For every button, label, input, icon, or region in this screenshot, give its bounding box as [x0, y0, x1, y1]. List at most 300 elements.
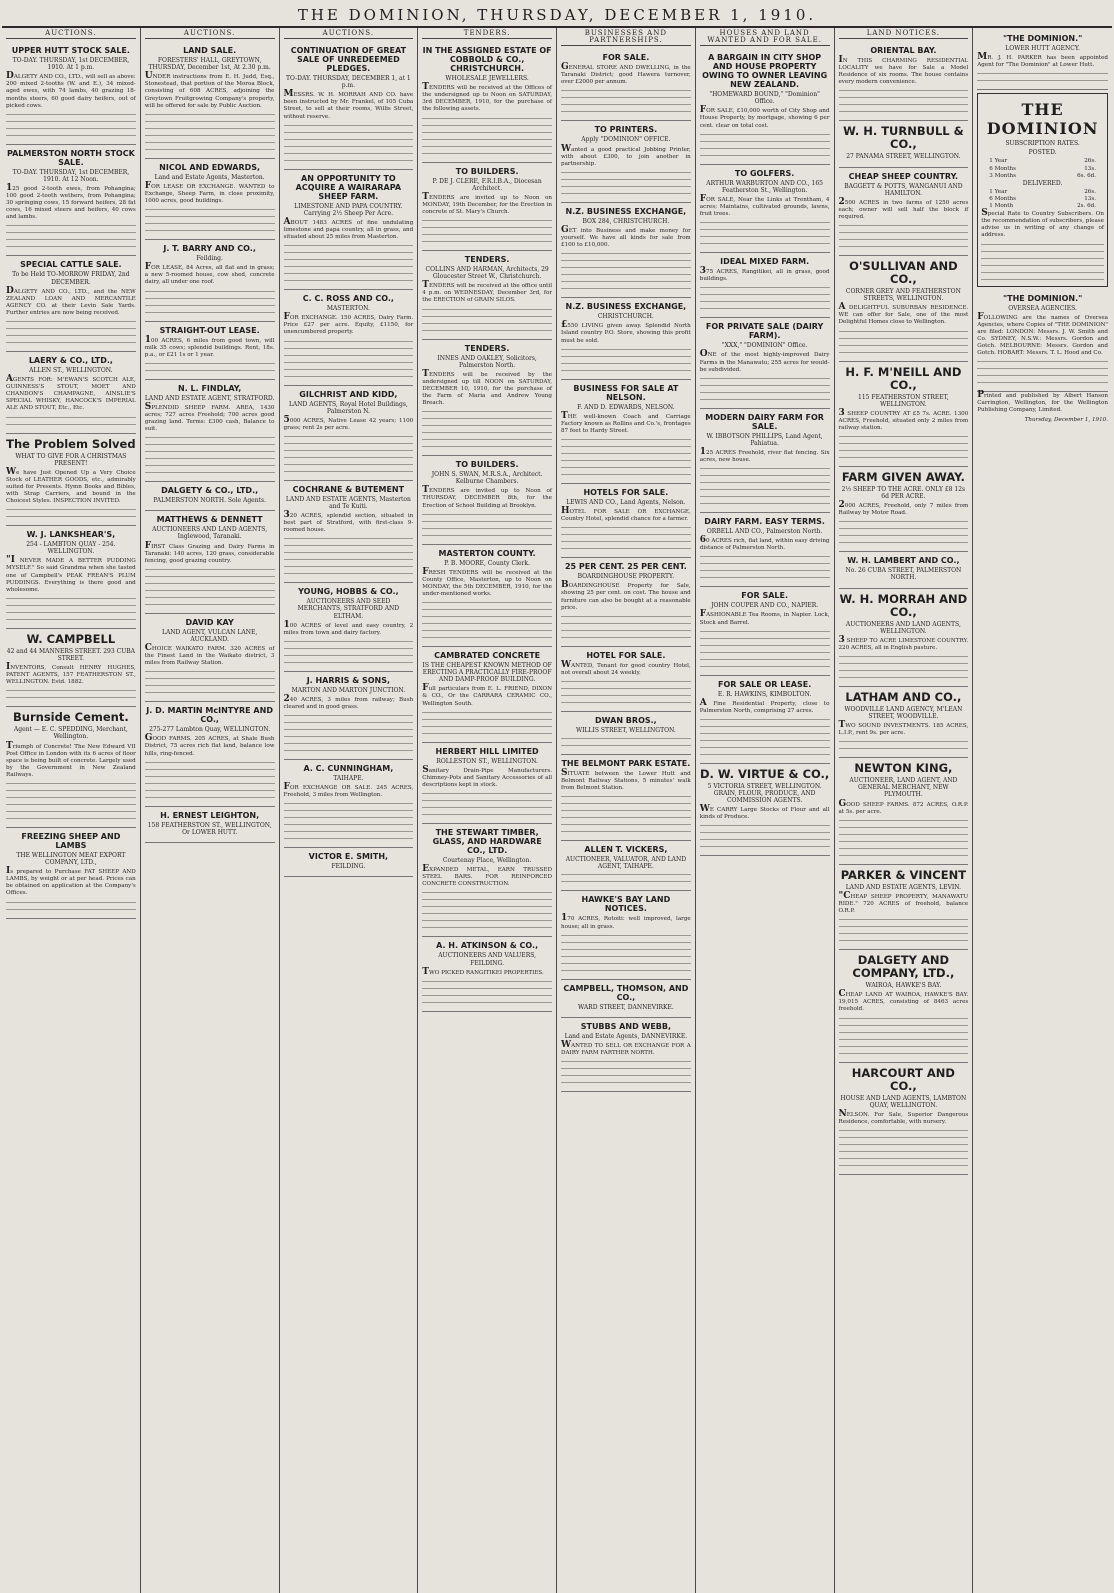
ad-subtitle: ROLLESTON ST., WELLINGTON. — [436, 757, 538, 765]
ad-body-text: HOTEL FOR SALE OR EXCHANGE, Country Hotel, splendid chance for a farmer. — [561, 506, 691, 523]
ad-title: HAWKE'S BAY LAND NOTICES. — [581, 895, 671, 914]
advertisement — [700, 165, 830, 253]
ad-body-text: "I NEVER MADE A BETTER PUDDING MYSELF." So said Grandma when she tasted one of Campbell's PEAK FREAN'S PLUM PUDDINGS. Everything is there good and wholesome. — [6, 555, 136, 593]
rate-value: 26s. — [1084, 188, 1096, 195]
ad-title: THE BELMONT PARK ESTATE. — [561, 759, 691, 768]
ad-title: PARKER & VINCENT — [840, 867, 967, 882]
ad-subtitle: AUCTIONEER, VALUATOR, AND LAND AGENT, TAIHAPE. — [565, 856, 687, 871]
subscription-subtitle: SUBSCRIPTION RATES. — [1005, 140, 1080, 148]
ad-fine-print — [422, 512, 552, 540]
ad-fine-print — [839, 917, 969, 945]
ad-body-text: 5000 ACRES, Native Lease 42 years; 1100 grass; rent 2s per acre. — [283, 414, 414, 431]
advertisement — [561, 712, 691, 755]
ad-title: MASTERTON COUNTY. — [438, 548, 536, 558]
ad-title: CHEAP SHEEP COUNTRY. — [848, 171, 959, 181]
advertisement — [422, 743, 552, 824]
ad-title: SPECIAL CATTLE SALE. — [20, 260, 122, 270]
ad-title: CONTINUATION OF GREAT SALE OF UNREDEEMED PLEDGES. — [290, 46, 407, 74]
posted-label: POSTED. — [1028, 149, 1057, 157]
ad-fine-print — [561, 736, 691, 750]
rate-label: 1 Month — [989, 203, 1014, 210]
ad-fine-print — [561, 1059, 691, 1087]
advertisement — [839, 168, 969, 256]
advertisement — [6, 42, 136, 145]
imprint: Printed and published by Albert Hanson Carrington, Wellington, for the Wellington Publishing Company, Limited. — [977, 390, 1108, 414]
ad-subtitle: W. IBBOTSON PHILLIPS, Land Agent, Pahiatua. — [706, 432, 823, 447]
advertisement — [700, 764, 830, 856]
subscription-fine-print — [981, 242, 1104, 284]
imprint-date: Thursday, December 1, 1910. — [1024, 417, 1108, 424]
ad-subtitle: WOODVILLE LAND AGENCY, M'LEAN STREET, WOODVILLE. — [844, 705, 963, 720]
ad-fine-print — [422, 307, 552, 335]
rate-row — [981, 158, 1104, 165]
advertisement — [145, 511, 275, 613]
ad-title: N.Z. BUSINESS EXCHANGE, — [565, 206, 687, 216]
ad-fine-print — [284, 339, 414, 381]
ad-title: GILCHRIST AND KIDD, — [299, 389, 398, 399]
ad-fine-print — [145, 567, 275, 609]
advertisement — [839, 758, 969, 864]
ad-subtitle: WAIROA, HAWKE'S BAY. — [865, 982, 942, 990]
ad-title: A. C. CUNNINGHAM, — [303, 764, 394, 774]
advertisement — [700, 49, 830, 164]
ad-body-text: NELSON. For Sale, Superior Dangerous Residence, comfortable, with nursery. — [838, 1108, 969, 1125]
column-1 — [2, 28, 141, 1593]
ad-fine-print — [6, 900, 136, 914]
ad-subtitle: IS THE CHEAPEST KNOWN METHOD OF ERECTING A PRACTICALLY FIRE-PROOF AND DAMP-PROOF BUILDING. — [422, 662, 552, 684]
advertisement — [422, 340, 552, 457]
ad-title: Burnside Cement. — [13, 710, 129, 725]
ad-fine-print — [422, 409, 552, 451]
ad-body-text: WANTED, Tenant for good country Hotel, not overall about 24 weekly. — [561, 659, 691, 676]
ad-subtitle: CORNER GREY AND FEATHERSTON STREETS, WELLINGTON. — [845, 288, 961, 303]
ad-body-text: Triumph of Concrete! The New Edward VII Post Office in London with its 6 acres of floor space is being built of concrete. Largely used by the Government in New Zealand Railways. — [6, 740, 136, 778]
advertisement — [145, 380, 275, 482]
ad-body-text: FOR SALE, £10,000 worth of City Shop and House Property, by mortgage, showing 6 per cent. clear on total cost. — [699, 105, 830, 129]
ad-subtitle: F. AND D. EDWARDS, NELSON. — [577, 403, 675, 411]
advertisement — [561, 121, 691, 202]
advertisement — [839, 865, 969, 950]
ad-body-text: 2000 ACRES, Freehold, only 7 miles from Railway by Motor Road. — [838, 500, 969, 517]
ad-subtitle: 42 and 44 MANNERS STREET. 293 CUBA STREET. — [6, 647, 135, 662]
ad-subtitle: TO-DAY. THURSDAY, 1st DECEMBER, 1910. At 1 p.m. — [12, 57, 130, 72]
advertisement — [561, 380, 691, 484]
rate-label: 6 Months — [989, 195, 1017, 202]
ad-title: CAMPBELL, THOMSON, AND CO., — [563, 983, 689, 1002]
ad-body-text: 100 ACRES of level and easy country, 2 miles from town and dairy factory. — [283, 619, 414, 636]
ad-body-text: TWO PICKED RANGITIKEI PROPERTIES. — [422, 966, 544, 977]
ad-subtitle: FORESTERS' HALL, GREYTOWN, THURSDAY, December 1st, At 2.30 p.m. — [148, 57, 271, 72]
ad-title: MODERN DAIRY FARM FOR SALE. — [705, 412, 824, 431]
ad-body-text: CHOICE WAIKATO FARM. 320 ACRES of the Finest Land in the Waikato district, 3 miles from Railway Station. — [144, 643, 275, 667]
advertisement — [422, 163, 552, 251]
advertisement — [284, 848, 414, 877]
ad-body-text: 2500 ACRES in two farms of 1250 acres each; owner will sell half the block if required. — [838, 196, 969, 220]
advertisement — [561, 891, 691, 979]
ad-body-text: MESSRS. W. H. MORRAH AND CO. have been instructed by Mr. Frankel, of 105 Cuba Street, to sell at their rooms, Willis Street, without reserve. — [283, 89, 414, 120]
rate-row — [981, 166, 1104, 173]
ad-title: MATTHEWS & DENNETT — [156, 515, 263, 525]
ad-title: W. H. MORRAH AND CO., — [839, 591, 968, 619]
advertisement — [284, 42, 414, 170]
ad-subtitle: MARTON AND MARTON JUNCTION. — [291, 686, 406, 694]
ad-body-text: FOR EXCHANGE. 150 ACRES, Dairy Farm. Price £27 per acre. Equity, £1150, for unencumbered property. — [283, 312, 414, 336]
column-5 — [557, 28, 696, 1593]
ad-fine-print — [839, 88, 969, 116]
ad-fine-print — [561, 794, 691, 836]
overseas-fine-print — [977, 359, 1108, 387]
ad-fine-print — [145, 207, 275, 235]
ad-fine-print — [284, 536, 414, 578]
ad-subtitle: LAND AGENT, VULCAN LANE, AUCKLAND. — [161, 628, 258, 643]
advertisement — [561, 1018, 691, 1092]
ad-body-text: A Fine Residential Property, close to Palmerston North, comprising 27 acres. — [699, 697, 830, 714]
ad-subtitle: BOX 284, CHRISTCHURCH. — [582, 217, 670, 225]
ad-body-text: GENERAL STORE AND DWELLING, in the Taranaki District; good Hawera turnover, over £2000 per annum. — [561, 62, 691, 86]
ad-fine-print — [839, 519, 969, 547]
ad-fine-print — [6, 319, 136, 347]
ad-fine-print — [422, 600, 552, 642]
advertisement — [284, 290, 414, 385]
advertisement — [6, 629, 136, 707]
ad-subtitle: INNES AND OAKLEY, Solicitors, Palmerston North. — [437, 354, 537, 369]
ad-fine-print — [284, 123, 414, 165]
ad-fine-print — [561, 679, 691, 707]
ad-fine-print — [145, 669, 275, 697]
ad-body-text: GOOD FARMS. 205 ACRES, at Shale Bush District, 75 acres rich flat land, balance low hills, ring-fenced. — [144, 733, 275, 757]
advertisement — [284, 760, 414, 848]
ad-title: YOUNG, HOBBS & CO., — [298, 587, 399, 597]
ad-fine-print — [145, 435, 275, 477]
advertisement — [700, 676, 830, 764]
ad-fine-print — [284, 639, 414, 667]
advertisement — [839, 467, 969, 552]
ad-fine-print — [700, 717, 830, 759]
ad-title: FOR SALE. — [602, 53, 650, 63]
advertisement — [284, 481, 414, 583]
ad-fine-print — [6, 112, 136, 140]
ad-title: FOR PRIVATE SALE (DAIRY FARM). — [705, 322, 824, 341]
ad-body-text: 375 ACRES, Rangitikei, all in grass, good buildings. — [699, 266, 830, 283]
advertisement — [839, 552, 969, 588]
ad-title: LATHAM AND CO., — [845, 689, 962, 704]
advertisement — [561, 647, 691, 712]
ad-body-text: ONE of the most highly-improved Dairy Farms in the Manawatu; 255 acres for would-be subdivided. — [699, 349, 830, 373]
rate-value: 2s. 6d. — [1077, 203, 1096, 210]
subscription-title: THE DOMINION — [986, 100, 1099, 139]
ad-subtitle: BOARDINGHOUSE PROPERTY. — [577, 573, 675, 581]
ad-body-text: Wanted a good practical Jobbing Printer, with about £300, to join another in partnership. — [561, 143, 691, 167]
ad-title: FREEZING SHEEP AND LAMBS — [21, 831, 121, 850]
ad-subtitle: AUCTIONEERS AND LAND AGENTS, Inglewood, Taranaki. — [152, 526, 268, 541]
ad-body-text: SITUATE between the Lower Hutt and Belmont Railway Stations, 5 minutes' walk from Belmont Station. — [561, 768, 691, 792]
ad-fine-print — [977, 71, 1108, 85]
rate-value: 6s. 6d. — [1077, 172, 1096, 179]
ad-body-text: DALGETY AND CO., LTD., will sell as above: 200 mixed 2-tooths (W. and E.), 34 mixed-aged ewes, with 74 lambs, 40 grazing 18-months steers, 60 good dairy heifers, out of picked cows. — [6, 71, 136, 109]
ad-subtitle: AUCTIONEERS AND VALUERS, FEILDING. — [438, 952, 537, 967]
ad-subtitle: 275-277 Lambton Quay, WELLINGTON. — [149, 726, 271, 734]
ad-fine-print — [839, 434, 969, 462]
advertisement — [6, 526, 136, 629]
rate-value: 26s. — [1084, 158, 1096, 165]
ad-subtitle: COLLINS AND HARMAN, Architects, 29 Gloucester Street W., Christchurch. — [425, 266, 549, 281]
advertisement — [839, 687, 969, 758]
ad-body-text: BOARDINGHOUSE Property for Sale, showing 25 per cent. on cost. The house and furniture can also be bought at a reasonable price. — [561, 580, 691, 611]
ad-subtitle: LAND AND ESTATE AGENTS, Masterton and Te Kuiti. — [285, 495, 411, 510]
ad-fine-print — [700, 554, 830, 582]
ad-fine-print — [700, 629, 830, 671]
ad-title: VICTOR E. SMITH, — [308, 852, 389, 862]
ad-title: N. L. FINDLAY, — [178, 383, 242, 393]
ad-body-text: FOR SALE, Near the Links at Trentham, 4 acres; Maintains, cultivated grounds, lawns, fruit trees. — [699, 193, 830, 218]
ad-body-text: THE well-known Coach and Carriage Factory known as Rollins and Co.'s, frontages 87 feet to Hardy Street. — [561, 410, 691, 434]
advertisement — [6, 434, 136, 527]
ad-body-text: MR. J. H. PARKER has been appointed Agent for "The Dominion" at Lower Hutt. — [977, 52, 1108, 69]
ad-fine-print — [6, 596, 136, 624]
ad-subtitle: WILLIS STREET, WELLINGTON. — [575, 726, 676, 734]
ad-subtitle: TAIHAPE. — [333, 775, 364, 783]
ad-subtitle: Land and Estate Agents, DANNEVIRKE. — [564, 1032, 688, 1040]
advertisement — [145, 482, 275, 511]
ad-subtitle: LOWER HUTT AGENCY. — [1005, 45, 1080, 52]
ad-fine-print — [422, 710, 552, 738]
ad-title: O'SULLIVAN AND CO., — [849, 259, 958, 287]
advertisement — [422, 824, 552, 937]
ad-title: HOTEL FOR SALE. — [586, 650, 666, 660]
ad-subtitle: WHAT TO GIVE FOR A CHRISTMAS PRESENT! — [15, 452, 127, 467]
advertisement — [839, 1063, 969, 1175]
ad-title: COCHRANE & BUTEMENT — [292, 484, 405, 494]
ad-fine-print — [839, 1016, 969, 1058]
advertisement — [284, 583, 414, 671]
ad-body-text: GET into Business and make money for yourself. We have all kinds for sale from £100 to £10,000. — [561, 224, 691, 249]
ad-title: HERBERT HILL LIMITED — [435, 746, 539, 756]
ad-fine-print — [284, 243, 414, 285]
rate-row — [981, 173, 1104, 180]
ad-body-text: FOR LEASE OR EXCHANGE. WANTED to Exchange, Sheep Farm, in close proximity, 1000 acres, good buildings. — [144, 180, 275, 205]
overseas-subtitle: OVERSEA AGENCIES. — [1008, 304, 1077, 312]
ad-title: FOR SALE OR LEASE. — [717, 679, 812, 689]
column-2 — [141, 28, 280, 1593]
advertisement — [839, 950, 969, 1062]
rate-row — [981, 189, 1104, 196]
ad-title: TO BUILDERS. — [455, 460, 519, 470]
ad-subtitle: LEWIS AND CO., Land Agents, Nelson. — [566, 498, 686, 506]
ad-subtitle: To be Held TO-MORROW FRIDAY, 2nd DECEMBER. — [12, 271, 130, 286]
ad-subtitle: CHRISTCHURCH. — [597, 313, 654, 321]
ad-subtitle: 27 PANAMA STREET, WELLINGTON. — [846, 153, 961, 161]
ad-title: STUBBS AND WEBB, — [580, 1021, 672, 1031]
advertisement — [561, 980, 691, 1018]
ad-title: DWAN BROS., — [595, 715, 657, 725]
advertisement — [422, 545, 552, 647]
ad-subtitle: FEILDING. — [331, 863, 366, 871]
advertisement — [6, 256, 136, 352]
advertisement — [700, 513, 830, 587]
ad-title: DAIRY FARM. EASY TERMS. — [704, 517, 825, 527]
ad-fine-print — [839, 654, 969, 682]
ad-subtitle: TO-DAY. THURSDAY, 1st DECEMBER, 1910. At 12 Noon. — [12, 168, 130, 183]
ad-subtitle: TO-DAY. THURSDAY, DECEMBER 1, at 1 p.m. — [285, 75, 411, 90]
ad-fine-print — [145, 361, 275, 375]
ad-fine-print — [561, 872, 691, 886]
ad-fine-print — [561, 88, 691, 116]
subscription-note: Special Rate to Country Subscribers. On the recommendation of subscribers, please advise us in writing of any change of address. — [981, 208, 1104, 239]
column-3 — [280, 28, 419, 1593]
ad-body-text: TENDERS are invited up to Noon on MONDAY, 19th December, for the Erection in concrete of St. Mary's Church. — [422, 191, 552, 215]
ad-subtitle: Apply "DOMINION" OFFICE. — [581, 136, 671, 144]
ad-fine-print — [145, 760, 275, 802]
ad-title: LAERY & CO., LTD., — [28, 355, 113, 365]
ad-fine-print — [422, 791, 552, 819]
advertisement — [700, 409, 830, 513]
ad-fine-print — [422, 979, 552, 1007]
ad-subtitle: JOHN S. SWAN, M.R.S.A., Architect. Kelburne Chambers. — [431, 471, 543, 486]
ad-subtitle: WHOLESALE JEWELLERS. — [445, 75, 529, 83]
ad-fine-print — [145, 289, 275, 317]
advertisement — [977, 30, 1108, 90]
ad-body-text: FOR LEASE, 84 Acres, all flat and in grass; a new 5-roomed house, cow shed, concrete dairy, all under one roof. — [144, 262, 275, 286]
rate-value: 13s. — [1084, 195, 1096, 202]
ad-subtitle: 2½ SHEEP TO THE ACRE. ONLY £8 12s 6d PER ACRE. — [841, 485, 966, 501]
ad-body-text: DALGETY AND CO., LTD., and the NEW ZEALAND LOAN AND MERCANTILE AGENCY CO. at their Levin Sale Yards. Further entries are now being received. — [6, 285, 136, 316]
ad-fine-print — [700, 823, 830, 851]
ad-subtitle: Agent — E. C. SPEDDING, Merchant, Wellington. — [13, 726, 128, 741]
ad-fine-print — [839, 818, 969, 860]
ad-body-text: 3 SHEEP TO ACRE LIMESTONE COUNTRY. 220 ACRES, all in English pasture. — [838, 634, 969, 651]
advertisement — [284, 386, 414, 481]
ad-fine-print — [561, 525, 691, 553]
column-7 — [835, 28, 974, 1593]
ad-body-text: FASHIONABLE Tea Rooms, in Napier. Lock, Stock and Barrel. — [699, 609, 830, 626]
rate-label: 6 Months — [989, 165, 1017, 172]
ad-subtitle: Land and Estate Agents, Masterton. — [154, 173, 265, 181]
ad-subtitle: PALMERSTON NORTH. Sole Agents. — [153, 497, 266, 505]
ad-subtitle: AUCTIONEER, LAND AGENT, AND GENERAL MERCHANT, NEW PLYMOUTH. — [849, 777, 958, 799]
advertisement — [839, 589, 969, 687]
overseas-title: "THE DOMINION." — [1002, 293, 1083, 303]
ad-title: J. HARRIS & SONS, — [306, 675, 391, 685]
column-heading: AUCTIONS. — [6, 30, 136, 39]
ad-body-text: TENDERS will be received at the Offices of the undersigned up to Noon on SATURDAY, 3rd DECEMBER, 1910, for the purchase of the following assets. — [422, 82, 552, 113]
ad-fine-print — [6, 781, 136, 823]
advertisement — [145, 614, 275, 702]
subscription-box — [977, 93, 1108, 286]
advertisement — [6, 352, 136, 434]
advertisement — [145, 42, 275, 159]
advertisement — [561, 841, 691, 891]
ad-fine-print — [561, 347, 691, 375]
ad-subtitle: BAGGETT & POTTS, WANGANUI AND HAMILTON. — [844, 182, 963, 197]
ad-title: HARCOURT AND CO., — [851, 1065, 955, 1093]
advertisement — [561, 298, 691, 379]
advertisement — [422, 42, 552, 162]
ad-title: W. H. LAMBERT AND CO., — [847, 556, 960, 566]
ad-fine-print — [284, 434, 414, 476]
ad-body-text: £550 LIVING given away. Splendid North Island country P.O. Store, showing this profit must be sold. — [561, 320, 691, 344]
rate-label: 1 Year — [989, 188, 1008, 195]
ad-subtitle: LAND AGENTS, Royal Hotel Buildings, Palmerston N. — [288, 400, 408, 415]
ad-subtitle: 115 FEATHERSTON STREET, WELLINGTON. — [858, 393, 949, 408]
ad-body-text: FOR EXCHANGE OR SALE. 245 ACRES, Freehold, 3 miles from Wellington. — [283, 782, 414, 799]
ad-body-text: 320 ACRES, splendid section, situated in best part of Stratford, with first-class 9-roomed house. — [283, 510, 414, 534]
ad-body-text: 240 ACRES, 3 miles from railway; Bush cleared and in good grass. — [283, 693, 414, 710]
ad-subtitle: "HOMEWARD BOUND," "Dominion" Office. — [709, 91, 820, 106]
advertisement — [839, 256, 969, 361]
ad-body-text: WANTED TO SELL OR EXCHANGE FOR A DAIRY FARM FARTHER NORTH. — [561, 1039, 691, 1056]
ad-subtitle: E. R. HAWKINS, KIMBOLTON. — [717, 690, 812, 698]
ad-title: H. ERNEST LEIGHTON, — [160, 810, 260, 820]
advertisement — [145, 159, 275, 240]
rate-value: 13s. — [1084, 165, 1096, 172]
advertisement — [839, 121, 969, 167]
ad-title: PALMERSTON NORTH STOCK SALE. — [6, 148, 135, 167]
ad-body-text: AGENTS FOR: M'EWAN'S SCOTCH ALE, GUINNESS'S STOUT, MOET AND CHANDON'S CHAMPAGNE, AINSLIE'S SPECIAL WHISKY, HANCOCK'S IMPERIAL ALE AND STOUT, Etc., Etc. — [6, 374, 136, 412]
ad-fine-print — [561, 170, 691, 198]
ad-title: UPPER HUTT STOCK SALE. — [11, 46, 130, 56]
ad-subtitle: ORBELL AND CO., Palmerston North. — [706, 528, 823, 536]
ad-fine-print — [422, 218, 552, 246]
ad-title: TENDERS. — [464, 343, 510, 353]
ad-subtitle: MASTERTON. — [326, 305, 370, 313]
advertisement — [700, 318, 830, 408]
ad-title: "THE DOMINION." — [1002, 34, 1083, 43]
columns-grid — [2, 28, 1112, 1593]
column-4 — [418, 28, 557, 1593]
ad-fine-print — [839, 1128, 969, 1170]
advertisement — [284, 170, 414, 290]
ad-subtitle: 5 VICTORIA STREET, WELLINGTON. GRAIN, FLOUR, PRODUCE, AND COMMISSION AGENTS. — [707, 782, 822, 805]
ad-body-text: 125 good 2-tooth ewes, from Pohangina; 100 good 2-tooth wethers, from Pohangina; 30 springing cows, 15 forward heifers, 28 fat cows, 16 mixed steers and heifers, 40 cows and lambs. — [6, 182, 136, 221]
ad-body-text: CHEAP LAND AT WAIROA, HAWKE'S BAY. 19,015 ACRES, consisting of 8463 acres freehold. — [838, 989, 969, 1013]
ad-fine-print — [561, 437, 691, 479]
ad-fine-print — [145, 112, 275, 154]
advertisement — [145, 807, 275, 843]
ad-fine-print — [6, 688, 136, 702]
advertisement — [839, 362, 969, 467]
ad-title: ORIENTAL BAY. — [870, 46, 937, 56]
advertisement — [561, 484, 691, 558]
overseas-body: FOLLOWING are the names of Oversea Agencies, where Copies of "THE DOMINION" are filed: LONDON: Messrs. J. W. Smith and Co. SYDNEY, N.S.W.: Messrs. Gordon and Gotch. MELBOURNE: Messrs. Gordon and Gotch. HOBART: Messrs. T. L. Hood and Co. — [977, 311, 1108, 357]
advertisement — [700, 253, 830, 318]
ad-body-text: ABOUT 1483 ACRES of fine undulating limestone and papa country, all in grass, and situated about 25 miles from Masterton. — [283, 216, 414, 241]
ad-title: HOTELS FOR SALE. — [583, 487, 669, 497]
ad-fine-print — [561, 614, 691, 642]
ad-body-text: 170 ACRES, Rotoiti: well improved, large house; all in grass. — [561, 913, 691, 930]
ad-body-text: TENDERS are invited up to Noon of THURSDAY, DECEMBER 8th, for the Erection of School Building at Brooklyn. — [422, 485, 552, 509]
advertisement — [6, 828, 136, 919]
rate-row — [981, 196, 1104, 203]
column-heading: TENDERS. — [422, 30, 552, 39]
column-heading: LAND NOTICES. — [839, 30, 969, 39]
ad-subtitle: THE WELLINGTON MEAT EXPORT COMPANY, LTD., — [16, 851, 126, 867]
ad-subtitle: LAND AND ESTATE AGENT, STRATFORD. — [144, 394, 275, 402]
ad-title: W. CAMPBELL — [26, 631, 116, 646]
ad-title: CAMBRATED CONCRETE — [434, 651, 541, 661]
ad-fine-print — [422, 890, 552, 932]
ad-title: FOR SALE. — [741, 591, 788, 601]
advertisement — [422, 937, 552, 1011]
ad-subtitle: LAND AND ESTATE AGENTS, LEVIN. — [845, 883, 962, 891]
overseas-agencies — [977, 290, 1108, 393]
ad-fine-print — [839, 739, 969, 753]
advertisement — [561, 755, 691, 841]
column-heading: HOUSES AND LAND WANTED AND FOR SALE. — [700, 30, 830, 46]
ad-subtitle: "XXX," "DOMINION" Office. — [721, 342, 808, 350]
ad-fine-print — [700, 466, 830, 508]
ad-subtitle: AUCTIONEERS AND SEED MERCHANTS, STRATFORD AND ELTHAM. — [297, 598, 400, 620]
ad-title: STRAIGHT-OUT LEASE. — [159, 325, 260, 335]
